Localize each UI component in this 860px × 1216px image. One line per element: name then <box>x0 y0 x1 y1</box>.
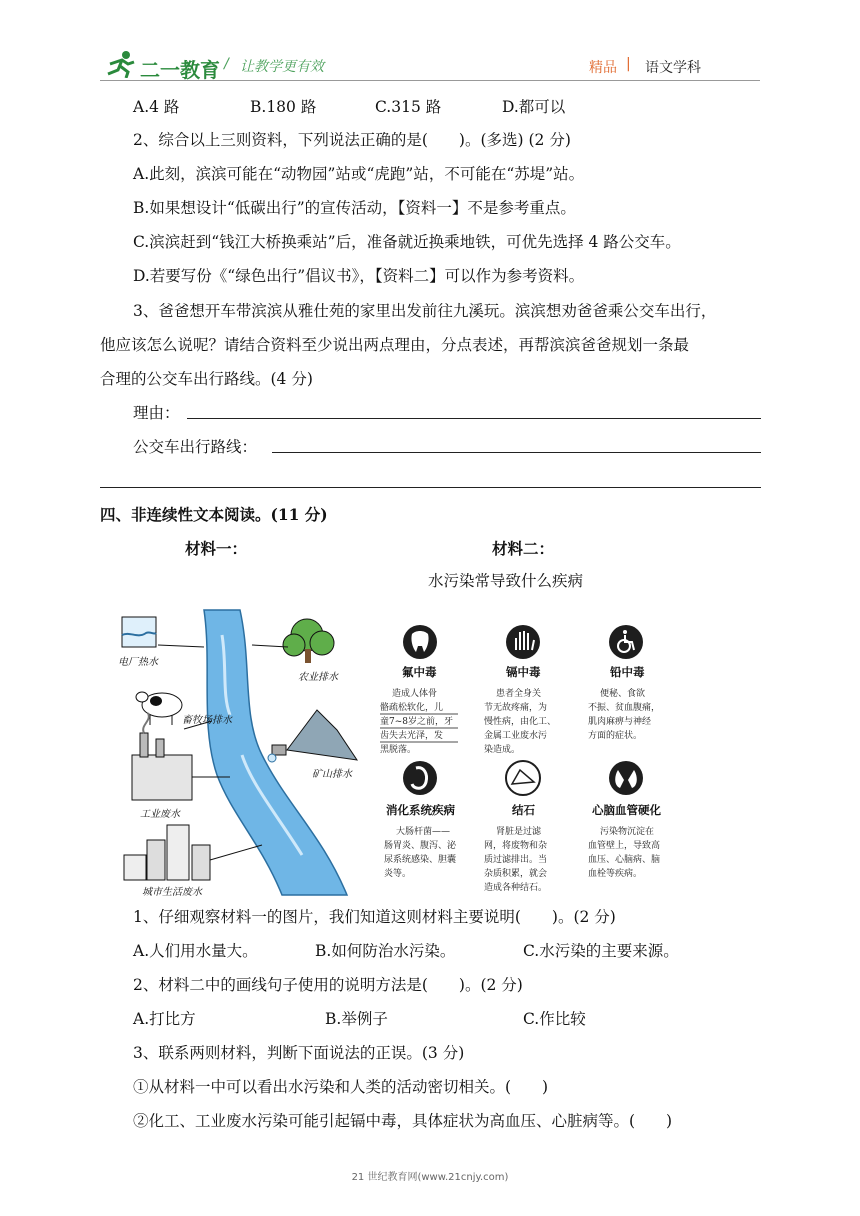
tooth-icon <box>403 625 437 659</box>
s4q2-stem: 2、材料二中的画线句子使用的说明方法是( )。(2 分) <box>133 976 523 994</box>
route-label: 公交车出行路线： <box>133 438 258 456</box>
svg-text:造成人体骨: 造成人体骨 <box>392 689 438 699</box>
stone-icon <box>506 761 540 795</box>
svg-text:造成各种结石。: 造成各种结石。 <box>484 883 548 893</box>
svg-text:黑脱落。: 黑脱落。 <box>380 745 417 755</box>
slogan-separator: / <box>224 56 229 72</box>
disease-desc-3 <box>588 687 660 741</box>
svg-text:便秘、食欲: 便秘、食欲 <box>600 689 646 699</box>
s4q1-stem: 1、仔细观察材料一的图片，我们知道这则材料主要说明( )。(2 分) <box>133 908 616 926</box>
disease-desc-6 <box>588 825 660 879</box>
cow-icon <box>136 692 182 725</box>
s4q1-option-a: A.人们用水量大。 <box>133 942 258 960</box>
route-answer-line[interactable] <box>272 452 761 453</box>
q2-stem: 2、综合以上三则资料，下列说法正确的是( )。(多选) (2 分) <box>133 131 571 149</box>
svg-text:大肠杆菌——: 大肠杆菌—— <box>396 827 451 837</box>
svg-text:血栓等疾病。: 血栓等疾病。 <box>588 869 643 879</box>
svg-text:不振、贫血腹痛，: 不振、贫血腹痛， <box>588 703 661 713</box>
hand-bone-icon <box>506 625 540 659</box>
prev-option-d: D.都可以 <box>502 98 566 116</box>
svg-text:血管壁上，导致高: 血管壁上，导致高 <box>588 841 661 851</box>
pollution-sources-figure <box>112 605 372 900</box>
diseases-figure <box>378 620 678 895</box>
disease-name-6: 心脑血管硬化 <box>592 803 661 817</box>
lungs-icon <box>609 761 643 795</box>
s4q3-stem: 3、联系两则材料，判断下面说法的正误。(3 分) <box>133 1044 465 1062</box>
disease-name-2: 镉中毒 <box>506 665 541 679</box>
extra-answer-line[interactable] <box>100 487 761 488</box>
material2-label: 材料二： <box>492 539 555 558</box>
label-city: 城市生活废水 <box>142 887 202 898</box>
label-industry: 工业废水 <box>140 809 180 820</box>
q2-option-a: A.此刻，滨滨可能在“动物园”站或“虎跑”站，不可能在“苏堤”站。 <box>133 165 585 183</box>
q2-option-b: B.如果想设计“低碳出行”的宣传活动，【资料一】不是参考重点。 <box>133 199 576 217</box>
slogan: 让教学更有效 <box>240 59 324 75</box>
svg-text:杂质积累，就会: 杂质积累，就会 <box>484 869 548 879</box>
wheelchair-icon <box>609 625 643 659</box>
svg-text:染造成。: 染造成。 <box>484 745 521 755</box>
mountain-icon <box>268 710 357 762</box>
s4q2-option-c: C.作比较 <box>523 1010 586 1028</box>
prev-option-a: A.4 路 <box>133 98 180 116</box>
q3-line-1: 3、爸爸想开车带滨滨从雅仕苑的家里出发前往九溪玩。滨滨想劝爸爸乘公交车出行， <box>133 302 717 320</box>
q3-line-3: 合理的公交车出行路线。(4 分) <box>100 370 313 388</box>
disease-desc-4 <box>384 825 457 879</box>
disease-desc-5 <box>484 825 547 893</box>
svg-text:血压、心脑病、脑: 血压、心脑病、脑 <box>588 855 661 865</box>
svg-text:慢性病，由化工、: 慢性病，由化工、 <box>484 717 557 727</box>
q2-option-d: D.若要写份《“绿色出行”倡议书》，【资料二】可以作为参考资料。 <box>133 267 585 285</box>
header-separator: | <box>626 56 631 72</box>
footer-text: 21 世纪教育网(www.21cnjy.com) <box>351 1172 509 1183</box>
s4q3-item-2: ②化工、工业废水污染可能引起镉中毒，具体症状为高血压、心脏病等。( ) <box>133 1112 673 1130</box>
reason-label: 理由： <box>133 404 180 422</box>
section4-title: 四、非连续性文本阅读。(11 分) <box>100 505 328 524</box>
disease-name-4: 消化系统疾病 <box>386 803 455 817</box>
subject-label: 语文学科 <box>645 60 701 76</box>
tree-icon <box>283 619 334 663</box>
q2-option-c: C.滨滨赶到“钱江大桥换乘站”后，准备就近换乘地铁，可优先选择 4 路公交车。 <box>133 233 681 251</box>
svg-text:肌肉麻痹与神经: 肌肉麻痹与神经 <box>588 717 652 727</box>
logo-text: 二一教育 <box>140 58 220 82</box>
s4q3-item-1: ①从材料一中可以看出水污染和人类的活动密切相关。( ) <box>133 1078 549 1096</box>
reason-answer-line[interactable] <box>187 418 761 419</box>
material1-label: 材料一： <box>185 539 248 558</box>
header <box>0 0 860 90</box>
s4q1-option-c: C.水污染的主要来源。 <box>523 942 679 960</box>
disease-desc-2 <box>484 687 556 755</box>
svg-text:节无故疼痛，为: 节无故疼痛，为 <box>484 703 548 713</box>
city-buildings-icon <box>124 825 210 880</box>
svg-text:尿系统感染、胆囊: 尿系统感染、胆囊 <box>384 855 457 865</box>
material2-title: 水污染常导致什么疾病 <box>428 572 584 590</box>
svg-text:炎等。: 炎等。 <box>384 869 412 879</box>
svg-text:金属工业废水污: 金属工业废水污 <box>484 731 548 741</box>
stomach-icon <box>403 761 437 795</box>
svg-text:患者全身关: 患者全身关 <box>496 689 542 699</box>
factory-icon <box>132 713 192 800</box>
s4q2-option-a: A.打比方 <box>133 1010 196 1028</box>
disease-name-5: 结石 <box>512 803 535 817</box>
premium-tag: 精品 <box>589 60 617 76</box>
label-power-plant: 电厂热水 <box>118 657 158 668</box>
q3-line-2: 他应该怎么说呢？请结合资料至少说出两点理由，分点表述，再帮滨滨爸爸规划一条最 <box>100 336 690 354</box>
s4q1-option-b: B.如何防治水污染。 <box>315 942 456 960</box>
prev-option-b: B.180 路 <box>250 98 317 116</box>
svg-text:童7~8岁之前，牙: 童7~8岁之前，牙 <box>380 717 453 727</box>
disease-desc-1 <box>380 687 458 755</box>
disease-name-1: 氟中毒 <box>402 665 437 679</box>
svg-text:质过滤排出。当: 质过滤排出。当 <box>484 855 548 865</box>
svg-text:齿失去光泽，发: 齿失去光泽，发 <box>380 731 444 741</box>
disease-name-3: 铅中毒 <box>610 665 645 679</box>
label-agriculture: 农业排水 <box>298 672 338 683</box>
svg-text:网，将废物和杂: 网，将废物和杂 <box>484 841 548 851</box>
prev-option-c: C.315 路 <box>375 98 442 116</box>
label-livestock: 畜牧场排水 <box>182 715 232 726</box>
svg-text:肠胃炎、腹泻、泌: 肠胃炎、腹泻、泌 <box>384 841 457 851</box>
header-divider <box>100 80 760 81</box>
svg-text:骼疏松软化，儿: 骼疏松软化，儿 <box>380 703 444 713</box>
svg-text:肾脏是过滤: 肾脏是过滤 <box>496 827 542 837</box>
s4q2-option-b: B.举例子 <box>325 1010 388 1028</box>
runner-logo-icon <box>104 50 138 78</box>
label-mine: 矿山排水 <box>312 769 352 780</box>
svg-text:方面的症状。: 方面的症状。 <box>588 731 643 741</box>
svg-text:污染物沉淀在: 污染物沉淀在 <box>600 827 655 837</box>
